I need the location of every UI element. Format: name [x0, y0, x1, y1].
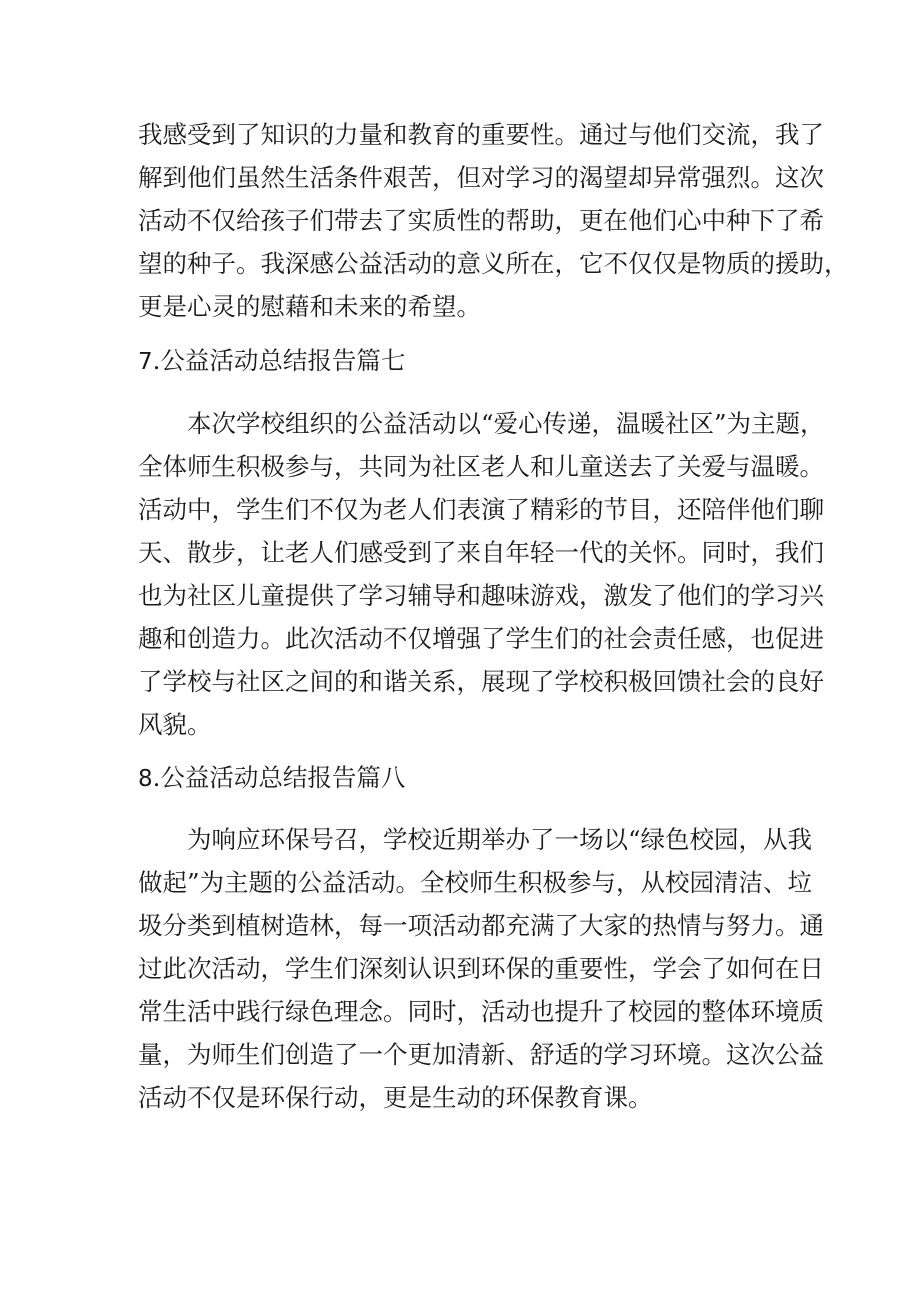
- paragraph-line: 过此次活动，学生们深刻认识到环保的重要性，学会了如何在日: [138, 954, 824, 983]
- paragraph-line: 做起”为主题的公益活动。全校师生积极参与，从校园清洁、垃: [138, 868, 813, 897]
- paragraph-line: 望的种子。我深感公益活动的意义所在，它不仅仅是物质的援助，: [138, 249, 849, 278]
- paragraph-line: 圾分类到植树造林，每一项活动都充满了大家的热情与努力。通: [138, 911, 824, 940]
- section-number: 8: [138, 766, 153, 792]
- section-8-paragraph: [138, 818, 824, 1119]
- paragraph-line: 为响应环保号召，学校近期举办了一场以“绿色校园，从我: [187, 825, 813, 854]
- paragraph-line: 更是心灵的慰藉和未来的希望。: [138, 292, 481, 321]
- paragraph-line: 量，为师生们创造了一个更加清新、舒适的学习环境。这次公益: [138, 1040, 824, 1069]
- intro-paragraph: [138, 113, 849, 328]
- paragraph-line: 全体师生积极参与，共同为社区老人和儿童送去了关爱与温暖。: [138, 452, 824, 481]
- paragraph-line: 解到他们虽然生活条件艰苦，但对学习的渴望却异常强烈。这次: [138, 163, 824, 192]
- paragraph-line: 也为社区儿童提供了学习辅导和趣味游戏，激发了他们的学习兴: [138, 581, 824, 610]
- paragraph-line: 趣和创造力。此次活动不仅增强了学生们的社会责任感，也促进: [138, 624, 824, 653]
- paragraph-line: 本次学校组织的公益活动以“爱心传递，温暖社区”为主题，: [187, 409, 825, 438]
- paragraph-line: 活动不仅给孩子们带去了实质性的帮助，更在他们心中种下了希: [138, 206, 824, 235]
- paragraph-line: 常生活中践行绿色理念。同时，活动也提升了校园的整体环境质: [138, 997, 824, 1026]
- paragraph-line: 了学校与社区之间的和谐关系，展现了学校积极回馈社会的良好: [138, 667, 824, 696]
- section-7-heading: [138, 339, 405, 382]
- paragraph-line: 天、散步，让老人们感受到了来自年轻一代的关怀。同时，我们: [138, 538, 824, 567]
- paragraph-line: 活动中，学生们不仅为老人们表演了精彩的节目，还陪伴他们聊: [138, 495, 824, 524]
- paragraph-line: 我感受到了知识的力量和教育的重要性。通过与他们交流，我了: [138, 120, 824, 149]
- section-title: .公益活动总结报告篇七: [152, 346, 406, 375]
- section-8-heading: [138, 756, 405, 799]
- section-7-paragraph: [138, 402, 825, 746]
- section-number: 7: [138, 349, 153, 375]
- paragraph-line: 活动不仅是环保行动，更是生动的环保教育课。: [138, 1083, 653, 1112]
- paragraph-line: 风貌。: [138, 710, 212, 739]
- section-title: .公益活动总结报告篇八: [152, 763, 406, 792]
